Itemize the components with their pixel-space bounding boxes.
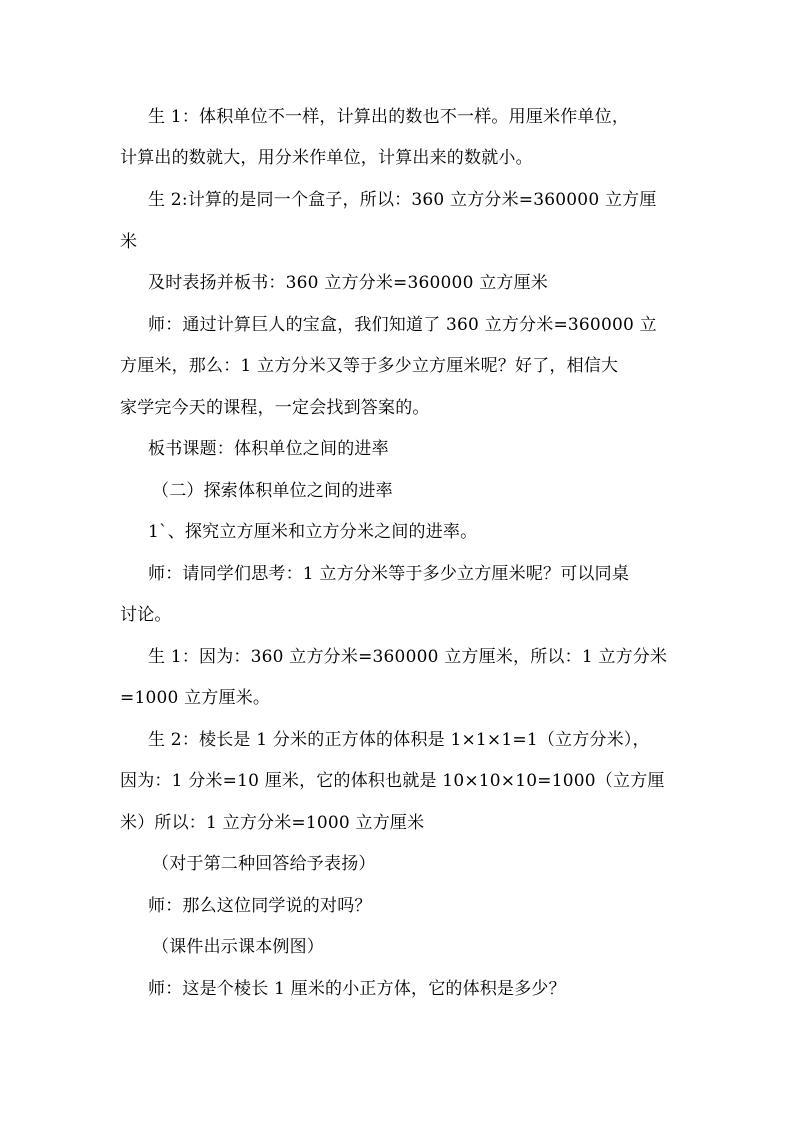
paragraph-line: （二）探索体积单位之间的进率 xyxy=(152,481,393,501)
paragraph-line: 板书课题：体积单位之间的进率 xyxy=(148,439,389,459)
paragraph-line: （课件出示课本例图） xyxy=(152,937,324,957)
paragraph-line: =1000 立方厘米。 xyxy=(120,688,271,708)
paragraph-line: 讨论。 xyxy=(120,605,172,625)
paragraph-line: 及时表扬并板书：360 立方分米=360000 立方厘米 xyxy=(148,273,548,293)
paragraph-line: 生 2:计算的是同一个盒子，所以：360 立方分米=360000 立方厘 xyxy=(148,190,657,210)
paragraph-line: 师：通过计算巨人的宝盒，我们知道了 360 立方分米=360000 立 xyxy=(148,315,657,335)
paragraph-line: 师：这是个棱长 1 厘米的小正方体，它的体积是多少？ xyxy=(148,979,566,999)
paragraph-line: 计算出的数就大，用分米作单位，计算出来的数就小。 xyxy=(120,148,533,168)
paragraph-line: 生 1：体积单位不一样，计算出的数也不一样。用厘米作单位， xyxy=(148,107,630,127)
paragraph-line: 米）所以：1 立方分米=1000 立方厘米 xyxy=(120,813,425,833)
paragraph-line: 米 xyxy=(120,232,138,252)
paragraph-line: 方厘米，那么：1 立方分米又等于多少立方厘米呢？好了，相信大 xyxy=(120,356,619,376)
paragraph-line: 师：请同学们思考：1 立方分米等于多少立方厘米呢？可以同桌 xyxy=(148,564,630,584)
paragraph-line: 师：那么这位同学说的对吗？ xyxy=(148,896,372,916)
paragraph-line: 生 2：棱长是 1 分米的正方体的体积是 1×1×1=1（立方分米）， xyxy=(148,730,650,750)
paragraph-line: 生 1：因为：360 立方分米=360000 立方厘米，所以：1 立方分米 xyxy=(148,647,668,667)
paragraph-line: 1`、探究立方厘米和立方分米之间的进率。 xyxy=(148,522,478,542)
paragraph-line: 因为：1 分米=10 厘米，它的体积也就是 10×10×10=1000（立方厘 xyxy=(120,771,665,791)
paragraph-line: 家学完今天的课程，一定会找到答案的。 xyxy=(120,398,430,418)
paragraph-line: （对于第二种回答给予表扬） xyxy=(152,854,376,874)
